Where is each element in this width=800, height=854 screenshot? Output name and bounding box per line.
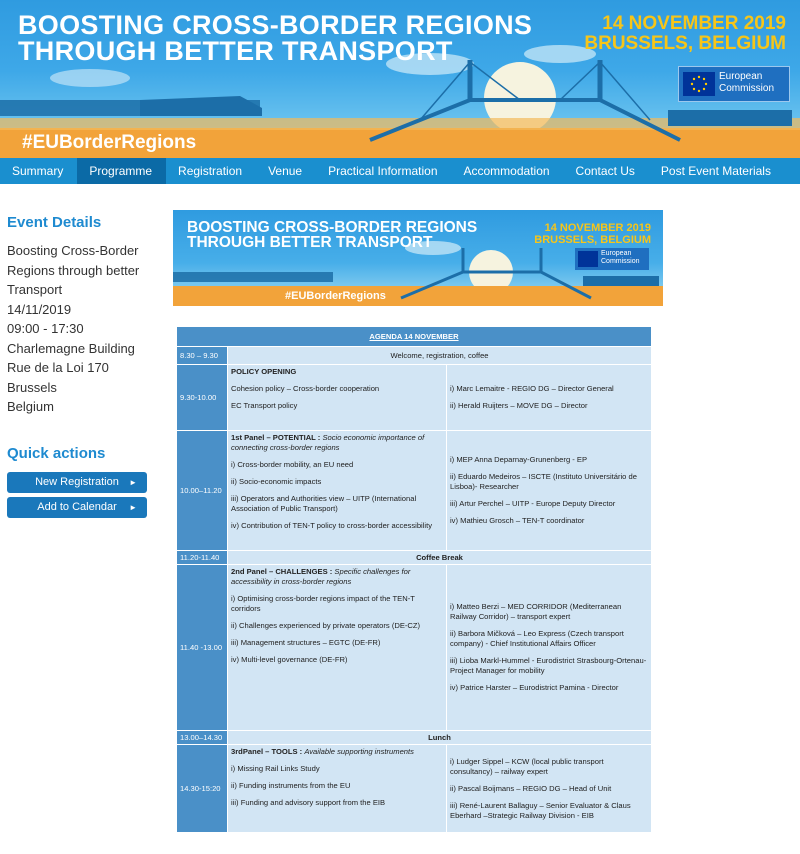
- add-to-calendar-button[interactable]: Add to Calendar ►: [7, 497, 147, 518]
- agenda-table: [176, 326, 652, 833]
- agenda-time: 11.40 -13.00: [177, 565, 228, 731]
- nav-post-event-materials[interactable]: Post Event Materials: [660, 164, 771, 178]
- content-banner-hashtag: #EUBorderRegions: [285, 290, 386, 302]
- event-name: Boosting Cross-Border Regions through better Transport: [7, 243, 140, 297]
- agenda-header-row: [177, 327, 652, 347]
- content-banner-title: BOOSTING CROSS-BORDER REGIONS THROUGH BETTER TRANSPORT: [187, 219, 478, 251]
- quick-actions-heading: Quick actions: [7, 444, 106, 462]
- event-date: 14/11/2019: [7, 301, 72, 317]
- table-row: [177, 365, 652, 431]
- banner-date: 14 NOVEMBER 2019 BRUSSELS, BELGIUM: [584, 13, 786, 54]
- agenda-welcome: Welcome, registration, coffee: [228, 347, 652, 365]
- hero-banner: [0, 0, 800, 158]
- content-banner: [173, 210, 663, 306]
- agenda-time: 11.20-11.40: [177, 551, 228, 565]
- sidebar: [7, 214, 157, 522]
- session-tools: 3rdPanel – TOOLS : Available supporting instruments i) Missing Rail Links Study ii) Funding instruments from the EU iii) Funding and advisory support from the EIB: [228, 745, 447, 833]
- session-policy-opening-speakers: i) Marc Lemaitre - REGIO DG – Director General ii) Herald Ruijters – MOVE DG – Director: [447, 365, 652, 431]
- event-venue: Charlemagne Building: [7, 340, 135, 356]
- session-policy-opening: POLICY OPENING Cohesion policy – Cross-border cooperation EC Transport policy: [228, 365, 447, 431]
- nav-practical-information[interactable]: Practical Information: [328, 164, 438, 178]
- eu-flag-icon: [683, 72, 715, 96]
- european-commission-logo: European Commission: [678, 66, 790, 102]
- session-potential-speakers: i) MEP Anna Deparnay-Grunenberg - EP ii) Eduardo Medeiros – ISCTE (Instituto Universitário de Lisboa)- Researcher iii) Artur Perchel – UITP - Europe Deputy Director iv) Mathieu Grosch – TEN-T coordinator: [447, 431, 652, 551]
- arrow-right-icon: ►: [129, 477, 137, 487]
- agenda-header: AGENDA 14 NOVEMBER: [177, 327, 652, 347]
- agenda-lunch: Lunch: [228, 731, 652, 745]
- agenda-coffee-break: Coffee Break: [228, 551, 652, 565]
- new-registration-button[interactable]: New Registration ►: [7, 472, 147, 493]
- session-challenges: 2nd Panel – CHALLENGES : Specific challenges for accessibility in cross-border regions i) Optimising cross-border regions impact of the TEN-T corridors ii) Challenges experienced by private operators (DE-CZ) iii) Management structures – EGTC (DE-FR) iv) Multi-level governance (DE-FR): [228, 565, 447, 731]
- table-row: [177, 431, 652, 551]
- agenda-time: 8.30 – 9.30: [177, 347, 228, 365]
- event-street: Rue de la Loi 170: [7, 360, 109, 375]
- table-row: [177, 347, 652, 365]
- nav-registration[interactable]: Registration: [178, 164, 243, 178]
- event-city: Brussels: [7, 379, 57, 395]
- table-row: [177, 565, 652, 731]
- event-country: Belgium: [7, 399, 54, 414]
- banner-hashtag: #EUBorderRegions: [22, 132, 197, 153]
- event-time: 09:00 - 17:30: [7, 321, 84, 336]
- agenda-time: 10.00–11.20: [177, 431, 228, 551]
- content-ec-logo: European Commission: [575, 248, 649, 270]
- nav-summary[interactable]: Summary: [12, 164, 64, 178]
- session-challenges-speakers: i) Matteo Berzi – MED CORRIDOR (Mediterranean Railway Corridor) – transport expert ii) Barbora Mičková – Leo Express (Czech transport company) - Chief Institutional Affairs Officer iii) Lioba Markl-Hummel - Eurodistrict Strasbourg-Ortenau- Project Manager for mobility iv) Patrice Harster – Eurodistrict Pamina - Director: [447, 565, 652, 731]
- nav-contact-us[interactable]: Contact Us: [575, 164, 635, 178]
- banner-title: BOOSTING CROSS-BORDER REGIONS THROUGH BETTER TRANSPORT: [18, 10, 533, 66]
- event-details-heading: Event Details: [7, 214, 102, 231]
- nav-accommodation[interactable]: Accommodation: [463, 164, 550, 178]
- agenda-time: 13.00–14.30: [177, 731, 228, 745]
- nav-programme[interactable]: Programme: [77, 158, 166, 184]
- table-row: [177, 745, 652, 833]
- main-nav: [0, 158, 800, 184]
- agenda-time: 9.30-10.00: [177, 365, 228, 431]
- session-potential: 1st Panel – POTENTIAL : Socio economic importance of connecting cross-border regions i) Cross-border mobility, an EU need ii) Socio-economic impacts iii) Operators and Authorities view – UITP (International Association of Public Transport) iv) Contribution of TEN-T policy to cross-border accessibility: [228, 431, 447, 551]
- eu-flag-icon: [578, 251, 598, 267]
- session-tools-speakers: i) Ludger Sippel – KCW (local public transport consultancy) – railway expert ii) Pascal Boijmans – REGIO DG – Head of Unit iii) René-Laurent Ballaguy – Senior Evaluator & Claus Eberhard –Strategic Railway Division - EIB: [447, 745, 652, 833]
- table-row: [177, 731, 652, 745]
- table-row: [177, 551, 652, 565]
- agenda-time: 14.30-15:20: [177, 745, 228, 833]
- arrow-right-icon: ►: [129, 502, 137, 512]
- content-banner-date: 14 NOVEMBER 2019 BRUSSELS, BELGIUM: [534, 222, 651, 246]
- nav-venue[interactable]: Venue: [268, 164, 303, 178]
